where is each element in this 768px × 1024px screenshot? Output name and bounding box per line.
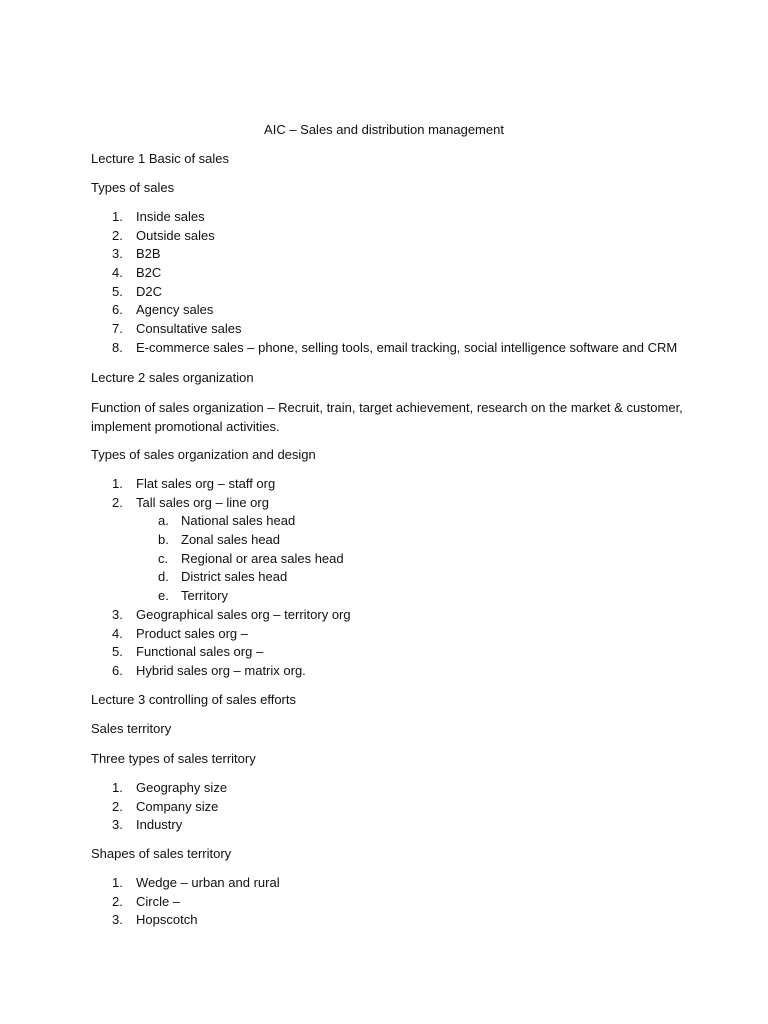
list-number: 1. bbox=[112, 476, 123, 491]
list-text: Outside sales bbox=[136, 227, 215, 243]
lecture-2-heading: Lecture 2 sales organization bbox=[91, 370, 254, 385]
list-text: Company size bbox=[136, 798, 219, 814]
list-number: 5. bbox=[112, 283, 123, 299]
list-number: 1. bbox=[112, 780, 123, 795]
list-text: Hybrid sales org – matrix org. bbox=[136, 662, 306, 678]
list-text: Product sales org – bbox=[136, 625, 249, 641]
list-number: 1. bbox=[112, 209, 123, 224]
sub-list-letter: d. bbox=[158, 569, 169, 585]
sub-list-text: Territory bbox=[181, 588, 228, 604]
list-number: 6. bbox=[112, 302, 123, 318]
list-number: 5. bbox=[112, 644, 123, 660]
sub-list-letter: e. bbox=[158, 588, 169, 604]
list-number: 2. bbox=[112, 494, 123, 510]
list-text: Consultative sales bbox=[136, 321, 242, 337]
sub-list-text: District sales head bbox=[181, 569, 288, 585]
document-title: AIC – Sales and distribution management bbox=[264, 122, 504, 137]
list-text: Industry bbox=[136, 817, 183, 833]
list-text: E-commerce sales – phone, selling tools, email tracking, social intelligence software and CRM bbox=[136, 339, 678, 355]
list-number: 3. bbox=[112, 817, 123, 833]
list-number: 4. bbox=[112, 625, 123, 641]
lecture-1-heading: Lecture 1 Basic of sales bbox=[91, 151, 230, 166]
list-number: 3. bbox=[112, 246, 123, 262]
list-number: 3. bbox=[112, 606, 123, 622]
list-text: Hopscotch bbox=[136, 912, 198, 928]
list-number: 2. bbox=[112, 798, 123, 814]
list-text: Wedge – urban and rural bbox=[136, 875, 280, 890]
list-text: Agency sales bbox=[136, 302, 214, 318]
sub-list-text: Zonal sales head bbox=[181, 532, 281, 548]
territory-shapes-heading: Shapes of sales territory bbox=[91, 846, 232, 861]
sub-list-letter: a. bbox=[158, 513, 169, 529]
list-text: Geography size bbox=[136, 780, 228, 795]
list-number: 3. bbox=[112, 912, 123, 928]
list-number: 8. bbox=[112, 339, 123, 355]
list-text: Geographical sales org – territory org bbox=[136, 606, 351, 622]
sales-territory-heading: Sales territory bbox=[91, 721, 172, 736]
list-text: Tall sales org – line org bbox=[136, 494, 269, 510]
list-text: Inside sales bbox=[136, 209, 205, 224]
list-number: 2. bbox=[112, 893, 123, 909]
list-number: 4. bbox=[112, 265, 123, 281]
list-number: 6. bbox=[112, 662, 123, 678]
sub-list-letter: b. bbox=[158, 532, 169, 548]
types-of-sales-org-heading: Types of sales organization and design bbox=[91, 447, 316, 462]
list-text: Flat sales org – staff org bbox=[136, 476, 276, 491]
sub-list-letter: c. bbox=[158, 550, 169, 566]
function-paragraph: Function of sales organization – Recruit, train, target achievement, research on the market & customer, implement promotional activities. bbox=[91, 400, 683, 434]
sub-list-text: National sales head bbox=[181, 513, 296, 529]
types-of-sales-heading: Types of sales bbox=[91, 180, 175, 195]
list-text: D2C bbox=[136, 283, 163, 299]
list-text: Functional sales org – bbox=[136, 644, 264, 660]
territory-types-heading: Three types of sales territory bbox=[91, 751, 256, 766]
sub-list-text: Regional or area sales head bbox=[181, 550, 344, 566]
list-text: B2C bbox=[136, 265, 162, 281]
list-text: Circle – bbox=[136, 893, 181, 909]
list-text: B2B bbox=[136, 246, 161, 262]
list-number: 7. bbox=[112, 321, 123, 337]
list-number: 2. bbox=[112, 227, 123, 243]
lecture-3-heading: Lecture 3 controlling of sales efforts bbox=[91, 692, 296, 707]
list-number: 1. bbox=[112, 875, 123, 890]
